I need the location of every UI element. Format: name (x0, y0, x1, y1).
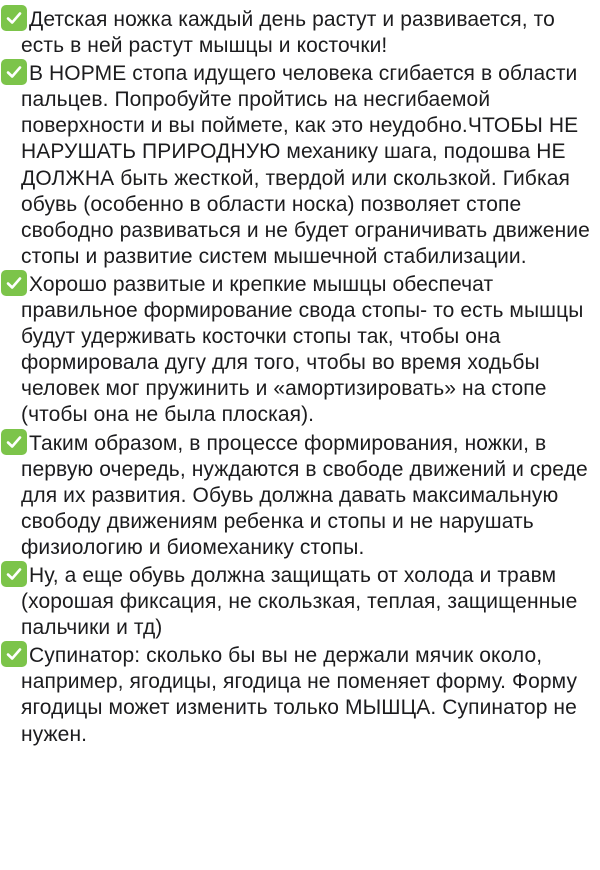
paragraph-text: Хорошо развитые и крепкие мышцы обеспечат правильное формирование свода стопы- то есть мышцы будут удерживать косточки стопы так, чтобы она формировала дугу для того, чтобы во время ходьбы человек мог пружинить и «амортизировать» на стопе (чтобы она не была плоская). (21, 272, 584, 427)
paragraph-text: В НОРМЕ стопа идущего человека сгибается в области пальцев. Попробуйте пройтись на несгибаемой поверхности и вы поймете, как это неудобно.ЧТОБЫ НЕ НАРУШАТЬ ПРИРОДНУЮ механику шага, подошва НЕ ДОЛЖНА быть жесткой, твердой или скользкой. Гибкая обувь (особенно в области носка) позволяет стопе свободно развиваться и не будет ограничивать движение стопы и развитие систем мышечной стабилизации. (21, 62, 590, 268)
paragraph-freedom-of-movement (21, 429, 592, 561)
paragraph-text: Таким образом, в процессе формирования, ножки, в первую очередь, нуждаются в свободе движений и среде для их развития. Обувь должна давать максимальную свободу движениям ребенка и стопы и не нарушать физиологию и биомеханику стопы. (21, 431, 588, 559)
paragraph-supinator (21, 641, 592, 747)
check-mark-icon (1, 59, 27, 85)
check-mark-icon (1, 5, 27, 31)
paragraph-text: Супинатор: сколько бы вы не держали мячик около, например, ягодицы, ягодица не поменяет форму. Форму ягодицы может изменить только МЫШЦА. Супинатор не нужен. (21, 644, 578, 746)
paragraph-text: Детская ножка каждый день растут и развивается, то есть в ней растут мышцы и косточки! (21, 8, 555, 58)
paragraph-child-foot-growth (21, 5, 592, 59)
check-mark-icon (1, 270, 27, 296)
check-mark-icon (1, 561, 27, 587)
paragraph-text: Ну, а еще обувь должна защищать от холода и травм (хорошая фиксация, не скользкая, теплая, защищенные пальчики и тд) (21, 563, 578, 640)
paragraph-normal-foot-flex (21, 59, 592, 270)
check-mark-icon (1, 429, 27, 455)
check-mark-icon (1, 641, 27, 667)
paragraph-muscles-arch (21, 270, 592, 429)
paragraph-protection (21, 561, 592, 641)
